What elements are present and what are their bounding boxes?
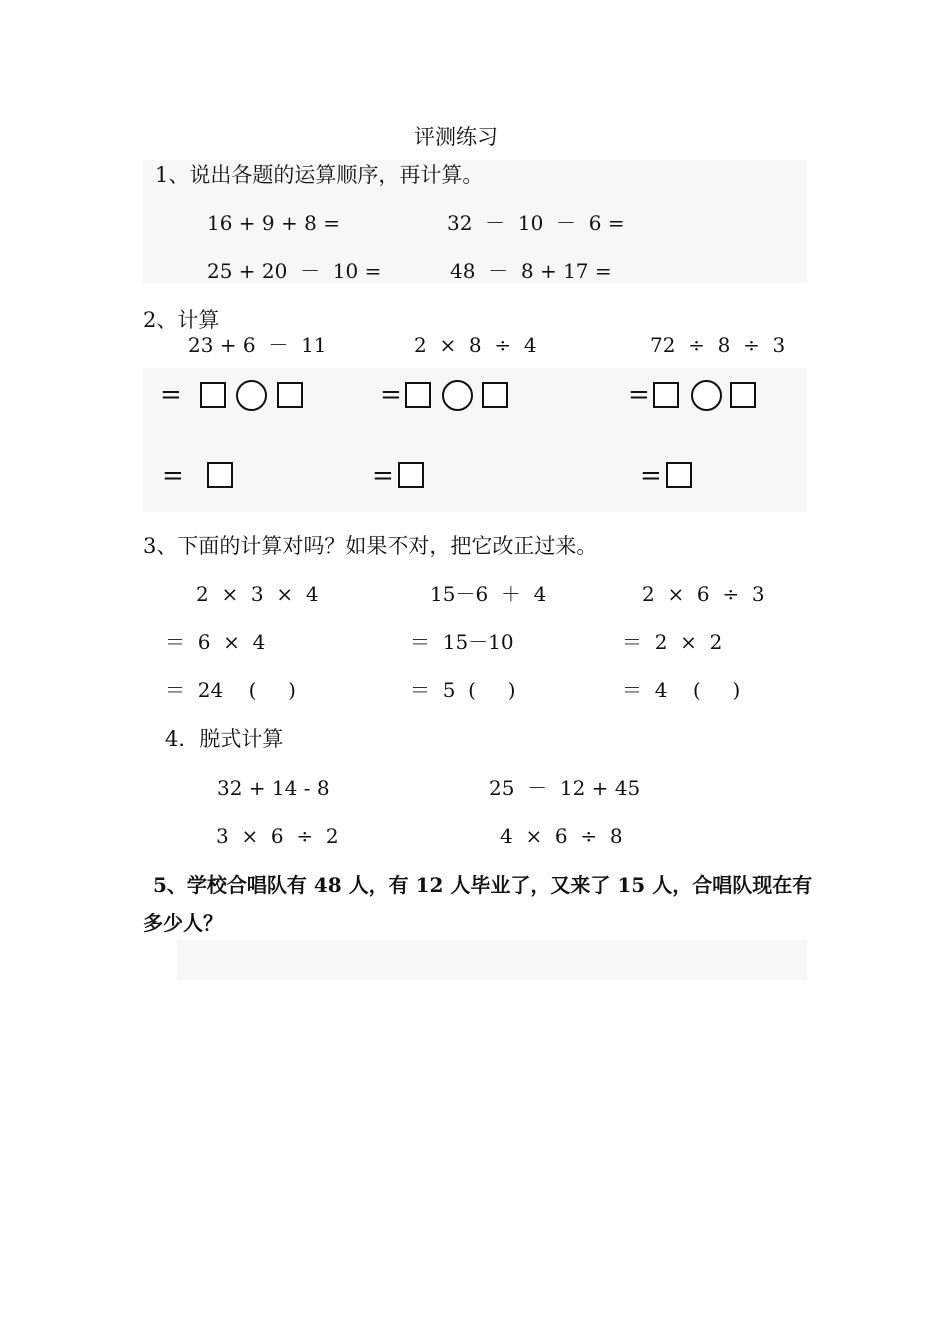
answer-box[interactable]: [277, 382, 303, 408]
q3-heading: 3、下面的计算对吗？如果不对，把它改正过来。: [143, 534, 598, 558]
answer-box[interactable]: [398, 462, 424, 488]
q1-expr-3: 25 + 20 － 10 =: [207, 259, 382, 283]
q3-expr-3: 2 × 6 ÷ 3: [642, 582, 765, 606]
page-title: 评测练习: [414, 125, 498, 149]
answer-box[interactable]: [405, 382, 431, 408]
q5-text-line-2: 多少人？: [143, 911, 223, 935]
operator-circle[interactable]: [236, 380, 267, 411]
operator-circle[interactable]: [442, 380, 473, 411]
q2-equals-5: =: [372, 461, 394, 491]
q4-expr-4: 4 × 6 ÷ 8: [500, 824, 623, 848]
q2-equals-3: =: [628, 380, 650, 410]
q4-heading: 4．脱式计算: [165, 727, 284, 751]
q5-panel: [177, 940, 807, 980]
q3-step-2: ＝ 15－10: [410, 630, 514, 654]
q2-expr-2: 2 × 8 ÷ 4: [414, 333, 537, 357]
q2-heading: 2、计算: [143, 308, 220, 332]
q3-step-1: ＝ 6 × 4: [165, 630, 266, 654]
q4-expr-1: 32 + 14 - 8: [217, 776, 330, 800]
q2-expr-1: 23 + 6 － 11: [188, 333, 327, 357]
answer-box[interactable]: [653, 382, 679, 408]
q1-expr-2: 32 － 10 － 6 =: [447, 211, 625, 235]
q2-equals-1: =: [160, 380, 182, 410]
answer-box[interactable]: [666, 462, 692, 488]
q2-equals-2: =: [380, 380, 402, 410]
q3-step-3: ＝ 2 × 2: [622, 630, 723, 654]
q4-expr-3: 3 × 6 ÷ 2: [216, 824, 339, 848]
q3-expr-2: 15－6 ＋ 4: [430, 582, 547, 606]
q3-result-1: ＝ 24 ( ): [165, 678, 296, 702]
q1-expr-4: 48 － 8 + 17 =: [450, 259, 612, 283]
q1-heading: 1、说出各题的运算顺序，再计算。: [155, 163, 484, 187]
answer-box[interactable]: [482, 382, 508, 408]
q1-expr-1: 16 + 9 + 8 =: [207, 211, 340, 235]
q4-expr-2: 25 － 12 + 45: [489, 776, 641, 800]
answer-box[interactable]: [200, 382, 226, 408]
q2-equals-4: =: [162, 461, 184, 491]
q3-expr-1: 2 × 3 × 4: [196, 582, 319, 606]
answer-box[interactable]: [730, 382, 756, 408]
q2-expr-3: 72 ÷ 8 ÷ 3: [650, 333, 786, 357]
operator-circle[interactable]: [691, 380, 722, 411]
q3-result-2: ＝ 5 ( ): [410, 678, 516, 702]
q2-equals-6: =: [640, 461, 662, 491]
q3-result-3: ＝ 4 ( ): [622, 678, 741, 702]
q5-text-line-1: 5、学校合唱队有 48 人，有 12 人毕业了，又来了 15 人，合唱队现在有: [153, 873, 813, 897]
answer-box[interactable]: [207, 462, 233, 488]
